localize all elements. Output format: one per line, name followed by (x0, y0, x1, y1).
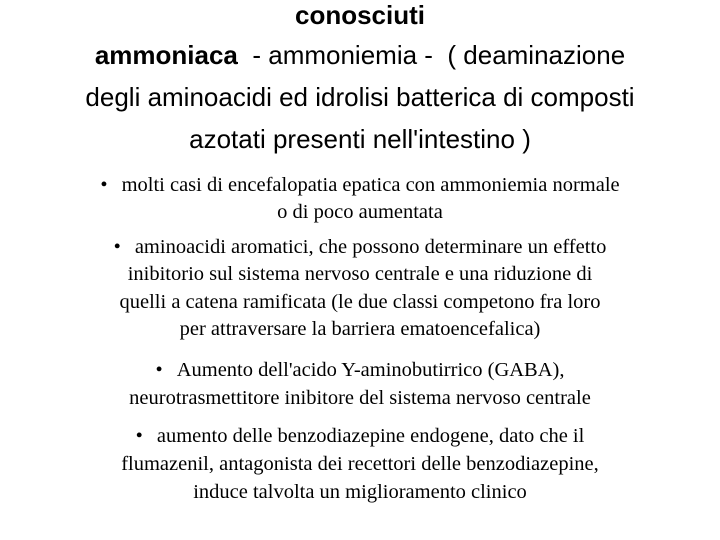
heading-line-1: conosciuti (294, 0, 425, 30)
bullet-icon: • (100, 174, 108, 196)
bullet-icon: • (135, 425, 143, 447)
item-2-line-2: inibitorio sul sistema nervoso centrale e una riduzione di (127, 263, 593, 285)
item-2-line-1 (0, 236, 720, 259)
item-3-line-2: neurotrasmettitore inibitore del sistema nervoso centrale (129, 387, 591, 409)
item-1-text-1: molti casi di encefalopatia epatica con ammoniemia normale (121, 174, 620, 196)
heading-line-4: azotati presenti nell'intestino ) (189, 124, 531, 154)
item-3-line-1 (0, 359, 720, 382)
item-4-line-2: flumazenil, antagonista dei recettori delle benzodiazepine, (121, 453, 599, 475)
heading-line-2-rest: - ammoniemia - ( deaminazione (237, 40, 626, 70)
item-1-line-1 (0, 174, 720, 197)
item-2-line-4: per attraversare la barriera ematoencefalica) (179, 318, 541, 340)
bullet-icon: • (113, 236, 121, 258)
heading-line-2 (0, 40, 720, 71)
heading-line-3: degli aminoacidi ed idrolisi batterica di composti (85, 82, 635, 112)
heading-term-ammoniaca: ammoniaca (94, 40, 238, 70)
item-4-text-1: aumento delle benzodiazepine endogene, dato che il (156, 425, 585, 447)
item-1-line-2: o di poco aumentata (277, 201, 443, 223)
item-4-line-1 (0, 425, 720, 448)
item-4-line-3: induce talvolta un miglioramento clinico (193, 481, 527, 503)
bullet-icon: • (155, 359, 163, 381)
item-2-text-1: aminoacidi aromatici, che possono determinare un effetto (134, 236, 607, 258)
item-3-text-1: Aumento dell'acido Y-aminobutirrico (GABA), (176, 359, 565, 381)
item-2-line-3: quelli a catena ramificata (le due classi competono fra loro (119, 291, 601, 313)
